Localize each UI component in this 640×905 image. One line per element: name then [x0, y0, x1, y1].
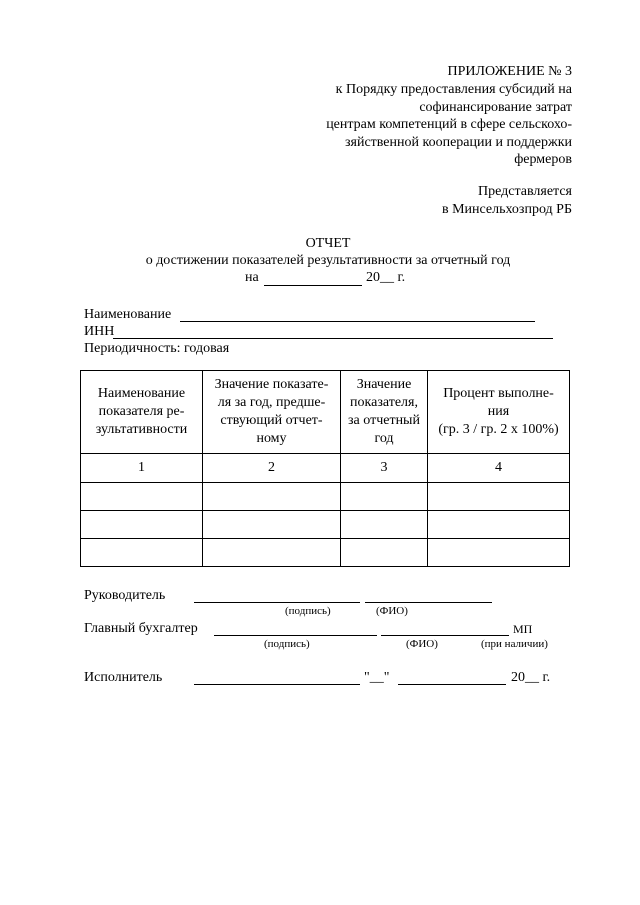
inn-line [113, 338, 553, 339]
accountant-signature-caption: (подпись) [264, 638, 310, 650]
periodicity: Периодичность: годовая [84, 341, 230, 356]
column-number: 4 [428, 454, 570, 483]
table-cell[interactable] [428, 539, 570, 567]
column-number: 3 [341, 454, 428, 483]
accountant-label: Главный бухгалтер [84, 621, 198, 636]
appendix-line: фермеров [514, 152, 572, 167]
table-cell[interactable] [81, 511, 203, 539]
head-fio-caption: (ФИО) [376, 605, 408, 617]
executor-year: 20__ г. [511, 670, 551, 685]
name-label: Наименование [84, 307, 172, 322]
report-table [80, 370, 570, 567]
table-cell[interactable] [428, 511, 570, 539]
executor-day: "__" [364, 670, 390, 685]
table-cell[interactable] [341, 539, 428, 567]
table-row [81, 511, 570, 539]
accountant-signature-line [214, 635, 377, 636]
appendix-line: софинансирование затрат [419, 100, 572, 115]
table-header-cell: Процент выполне- ния (гр. 3 / гр. 2 х 100%) [428, 371, 570, 454]
submitted-line: в Минсельхозпрод РБ [441, 202, 572, 217]
table-cell[interactable] [341, 483, 428, 511]
stamp-label: МП [513, 622, 533, 636]
if-any-caption: (при наличии) [481, 638, 548, 650]
table-cell[interactable] [203, 539, 341, 567]
report-date-prefix: на [245, 270, 259, 285]
report-subtitle: о достижении показателей результативности за отчетный год [145, 253, 511, 268]
executor-label: Исполнитель [84, 670, 163, 685]
table-number-row [81, 454, 570, 483]
table-header-cell: Значение показате- ля за год, предше- ствующий отчет- ному [203, 371, 341, 454]
appendix-line: к Порядку предоставления субсидий на [335, 82, 572, 97]
table-header-cell: Значение показателя, за отчетный год [341, 371, 428, 454]
head-signature-caption: (подпись) [285, 605, 331, 617]
table-cell[interactable] [203, 511, 341, 539]
table-cell[interactable] [341, 511, 428, 539]
table-cell[interactable] [428, 483, 570, 511]
column-number: 2 [203, 454, 341, 483]
head-label: Руководитель [84, 588, 166, 603]
accountant-fio-line [381, 635, 509, 636]
column-number: 1 [81, 454, 203, 483]
report-title: ОТЧЕТ [305, 236, 351, 251]
report-date-year: 20__ г. [366, 270, 406, 285]
table-header-row [81, 371, 570, 454]
executor-signature-line [194, 684, 360, 685]
table-cell[interactable] [203, 483, 341, 511]
head-signature-line [194, 602, 360, 603]
date-blank-line [264, 285, 362, 286]
appendix-title: ПРИЛОЖЕНИЕ № 3 [447, 64, 572, 79]
inn-label: ИНН [84, 324, 115, 339]
appendix-line: центрам компетенций в сфере сельскохо- [326, 117, 572, 132]
table-cell[interactable] [81, 483, 203, 511]
appendix-line: зяйственной кооперации и поддержки [344, 135, 572, 150]
accountant-fio-caption: (ФИО) [406, 638, 438, 650]
table-row [81, 483, 570, 511]
head-fio-line [365, 602, 492, 603]
table-cell[interactable] [81, 539, 203, 567]
table-row [81, 539, 570, 567]
executor-month-line [398, 684, 506, 685]
submitted-line: Представляется [478, 184, 572, 199]
table-header-cell: Наименование показателя ре- зультативности [81, 371, 203, 454]
name-line [180, 321, 535, 322]
